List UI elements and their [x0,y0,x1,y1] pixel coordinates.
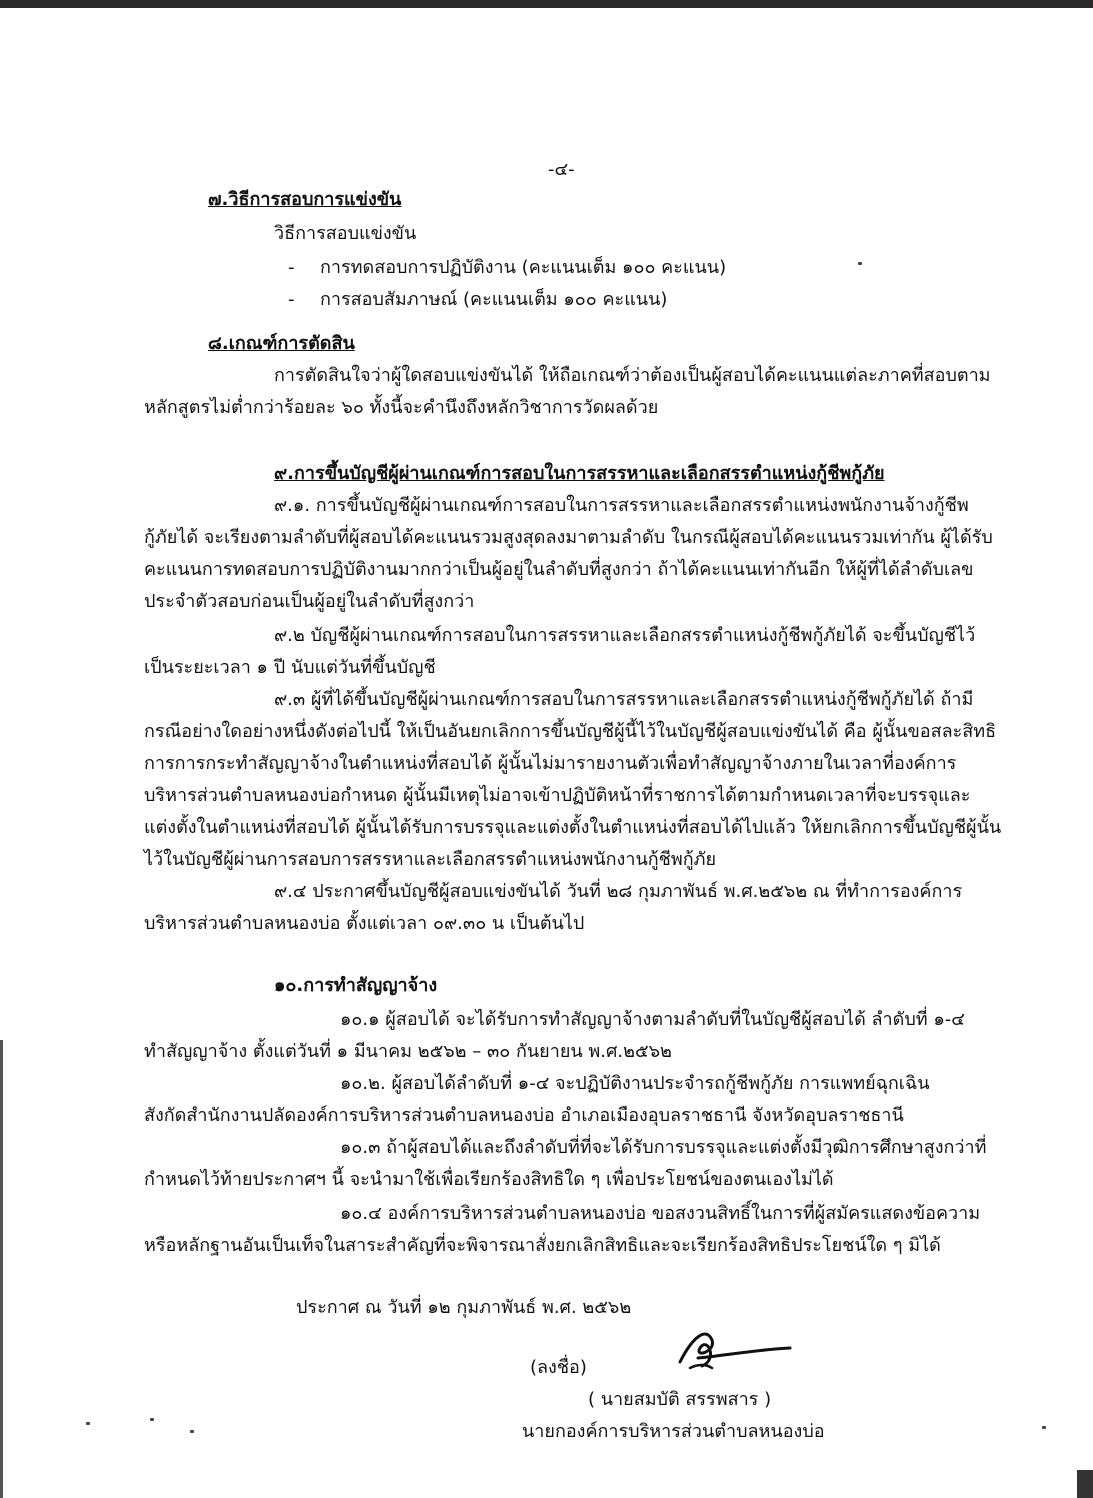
list-bullet: - [288,257,295,278]
paragraph-line: การตัดสินใจว่าผู้ใดสอบแข่งขันได้ ให้ถือเกณฑ์ว่าต้องเป็นผู้สอบได้คะแนนแต่ละภาคที่สอบตาม [274,365,991,386]
scan-speck [150,1418,154,1421]
paragraph-line: บริหารส่วนตำบลหนองบ่อกำหนด ผู้นั้นมีเหตุไม่อาจเข้าปฏิบัติหน้าที่ราชการได้ตามกำหนดเวลาที่จะบรรจุและ [144,785,971,806]
signatory-name: ( นายสมบัติ สรรพสาร ) [588,1389,772,1410]
paragraph-line: ๑๐.๒. ผู้สอบได้ลำดับที่ ๑-๔ จะปฏิบัติงานประจำรถกู้ชีพกู้ภัย การแพทย์ฉุกเฉิน [340,1073,930,1094]
section-7-heading: ๗.วิธีการสอบการแข่งขัน [208,189,402,210]
paragraph-line: ๙.๓ ผู้ที่ได้ขึ้นบัญชีผู้ผ่านเกณฑ์การสอบในการสรรหาและเลือกสรรตำแหน่งกู้ชีพกู้ภัยได้ ถ้ามี [274,689,974,710]
paragraph-line: หลักสูตรไม่ต่ำกว่าร้อยละ ๖๐ ทั้งนี้จะคำนึงถึงหลักวิชาการวัดผลด้วย [144,397,659,418]
scan-speck [858,262,862,265]
section-10-heading: ๑๐.การทำสัญญาจ้าง [274,975,438,996]
paragraph-line: หรือหลักฐานอันเป็นเท็จในสาระสำคัญที่จะพิจารณาสั่งยกเลิกสิทธิและจะเรียกร้องสิทธิประโยชน์ใด ๆ มิได้ [144,1235,941,1256]
list-item: การสอบสัมภาษณ์ (คะแนนเต็ม ๑๐๐ คะแนน) [320,289,668,310]
scan-top-edge [0,0,1093,8]
paragraph-line: ๙.๒ บัญชีผู้ผ่านเกณฑ์การสอบในการสรรหาและเลือกสรรตำแหน่งกู้ชีพกู้ภัยได้ จะขึ้นบัญชีไว้ [274,625,976,646]
paragraph-line: ๙.๔ ประกาศขึ้นบัญชีผู้สอบแข่งขันได้ วันที่ ๒๘ กุมภาพันธ์ พ.ศ.๒๕๖๒ ณ ที่ทำการองค์การ [274,881,963,902]
paragraph-line: ๙.๑. การขึ้นบัญชีผู้ผ่านเกณฑ์การสอบในการสรรหาและเลือกสรรตำแหน่งพนักงานจ้างกู้ชีพ [274,495,969,516]
paragraph-line: ไว้ในบัญชีผู้ผ่านการสอบการสรรหาและเลือกสรรตำแหน่งพนักงานกู้ชีพกู้ภัย [144,849,717,870]
paragraph-line: ๑๐.๑ ผู้สอบได้ จะได้รับการทำสัญญาจ้างตามลำดับที่ในบัญชีผู้สอบได้ ลำดับที่ ๑-๔ [340,1009,965,1030]
scan-left-edge [0,1040,3,1498]
paragraph-line: ๑๐.๔ องค์การบริหารส่วนตำบลหนองบ่อ ขอสงวนสิทธิ์ในการที่ผู้สมัครแสดงข้อความ [340,1203,981,1224]
section-9-heading: ๙.การขึ้นบัญชีผู้ผ่านเกณฑ์การสอบในการสรรหาและเลือกสรรตำแหน่งกู้ชีพกู้ภัย [274,463,885,484]
paragraph-line: กู้ภัยได้ จะเรียงตามลำดับที่ผู้สอบได้คะแนนรวมสูงสุดลงมาตามลำดับ ในกรณีผู้สอบได้คะแนนรวมเท่ากัน ผู้ได้รับ [144,527,993,548]
paragraph-line: ๑๐.๓ ถ้าผู้สอบได้และถึงลำดับที่ที่จะได้รับการบรรจุและแต่งตั้งมีวุฒิการศึกษาสูงกว่าที่ [340,1137,987,1158]
paragraph-line: เป็นระยะเวลา ๑ ปี นับแต่วันที่ขึ้นบัญชี [144,657,436,678]
scan-speck [1042,1426,1046,1429]
handwritten-signature [672,1318,792,1378]
scan-corner-mark [1077,1470,1093,1498]
section-8-heading: ๘.เกณฑ์การตัดสิน [208,333,355,354]
list-item: การทดสอบการปฏิบัติงาน (คะแนนเต็ม ๑๐๐ คะแนน) [320,257,727,278]
paragraph-line: กรณีอย่างใดอย่างหนึ่งดังต่อไปนี้ ให้เป็นอันยกเลิกการขึ้นบัญชีผู้นี้ไว้ในบัญชีผู้สอบแข่งขันได้ คือ ผู้นั้นขอสละสิทธิ [144,721,997,742]
scan-speck [86,1422,90,1425]
paragraph-line: ประจำตัวสอบก่อนเป็นผู้อยู่ในลำดับที่สูงกว่า [144,591,475,612]
list-bullet: - [288,289,295,310]
paragraph-line: สังกัดสำนักงานปลัดองค์การบริหารส่วนตำบลหนองบ่อ อำเภอเมืองอุบลราชธานี จังหวัดอุบลราชธานี [144,1105,904,1126]
signatory-position: นายกองค์การบริหารส่วนตำบลหนองบ่อ [522,1421,825,1442]
paragraph-line: คะแนนการทดสอบการปฏิบัติงานมากกว่าเป็นผู้อยู่ในลำดับที่สูงกว่า ถ้าได้คะแนนเท่ากันอีก ให้ผู้ที่ได้ลำดับเลข [144,559,974,580]
paragraph-line: กำหนดไว้ท้ายประกาศฯ นี้ จะนำมาใช้เพื่อเรียกร้องสิทธิใด ๆ เพื่อประโยชน์ของตนเองไม่ได้ [144,1169,834,1190]
announce-date: ประกาศ ณ วันที่ ๑๒ กุมภาพันธ์ พ.ศ. ๒๕๖๒ [296,1297,632,1318]
paragraph-line: ทำสัญญาจ้าง ตั้งแต่วันที่ ๑ มีนาคม ๒๕๖๒ – ๓๐ กันยายน พ.ศ.๒๕๖๒ [144,1041,672,1062]
sign-label: (ลงชื่อ) [530,1357,587,1378]
paragraph-line: แต่งตั้งในตำแหน่งที่สอบได้ ผู้นั้นได้รับการบรรจุและแต่งตั้งในตำแหน่งที่สอบได้ไปแล้ว ให้ยกเลิกการขึ้นบัญชีผู้นั้น [144,817,1002,838]
page-number: -๔- [548,159,575,180]
paragraph-line: การการกระทำสัญญาจ้างในตำแหน่งที่สอบได้ ผู้นั้นไม่มารายงานตัวเพื่อทำสัญญาจ้างภายในเวลาที่องค์การ [144,753,957,774]
section-7-intro: วิธีการสอบแข่งขัน [274,223,417,244]
paragraph-line: บริหารส่วนตำบลหนองบ่อ ตั้งแต่เวลา ๐๙.๓๐ น เป็นต้นไป [144,913,585,934]
scan-speck [190,1430,194,1433]
